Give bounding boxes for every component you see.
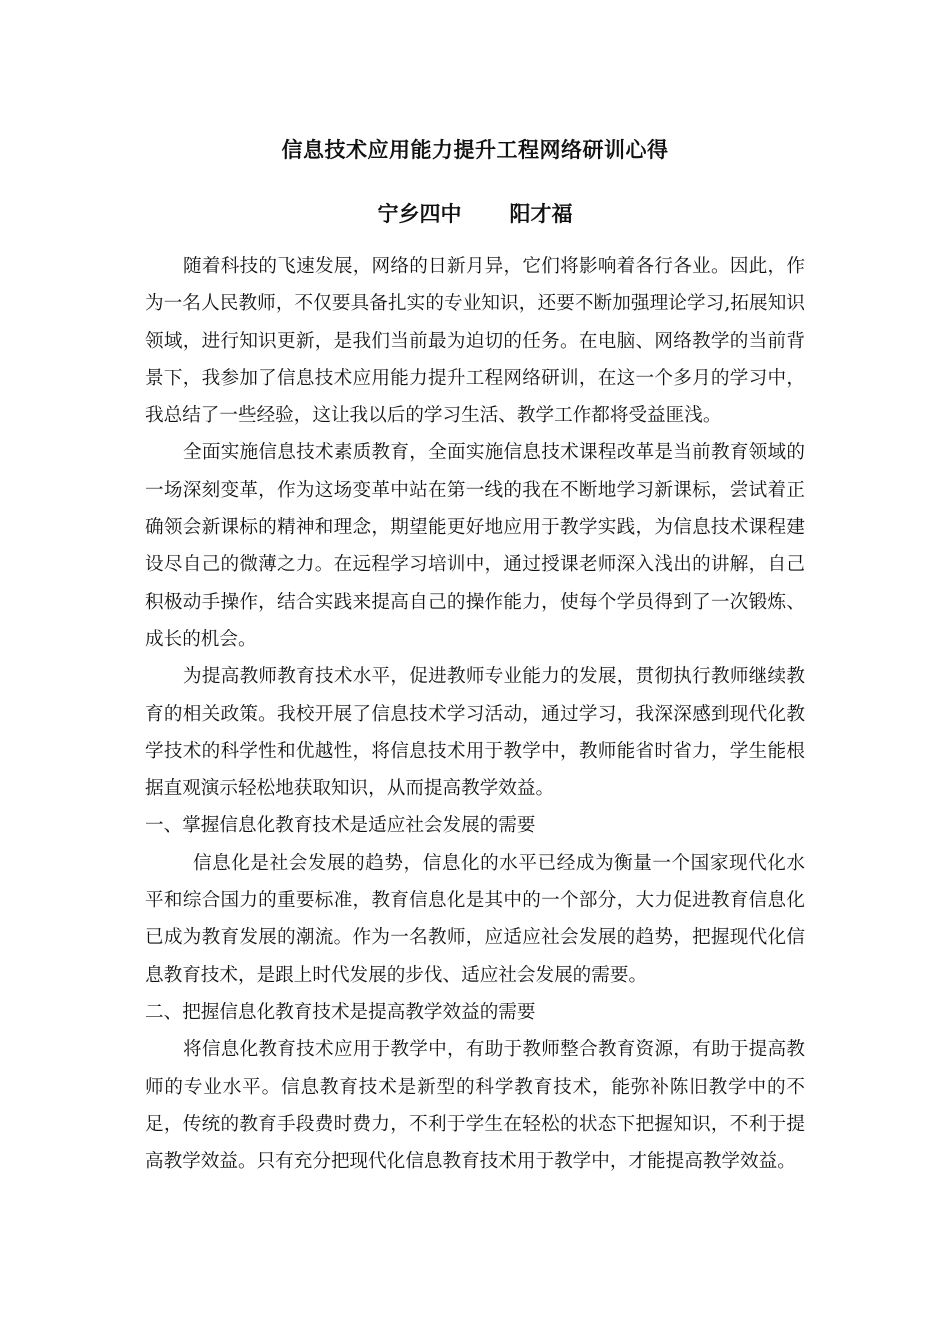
paragraph-intro: 随着科技的飞速发展，网络的日新月异，它们将影响着各行各业。因此，作为一名人民教师，不仅要具备扎实的专业知识，还要不断加强理论学习,拓展知识领域，进行知识更新，是我们当前最为迫切的任务。在电脑、网络教学的当前背景下，我参加了信息技术应用能力提升工程网络研训，在这一个多月的学习中，我总结了一些经验，这让我以后的学习生活、教学工作都将受益匪浅。: [145, 256, 805, 427]
author-name: 阳才福: [509, 202, 573, 226]
section-heading-2: 二、把握信息化教育技术是提高教学效益的需要: [145, 1001, 536, 1023]
section-paragraph-2: 将信息化教育技术应用于教学中，有助于教师整合教育资源，有助于提高教师的专业水平。信息教育技术是新型的科学教育技术，能弥补陈旧教学中的不足，传统的教育手段费时费力，不利于学生在轻松的状态下把握知识，不利于提高教学效益。只有充分把现代化信息教育技术用于教学中，才能提高教学效益。: [145, 1039, 805, 1173]
author-byline: [0, 198, 950, 228]
document-body: [145, 248, 805, 1180]
author-school: 宁乡四中: [377, 202, 462, 226]
document-title: 信息技术应用能力提升工程网络研训心得: [281, 138, 669, 162]
section-paragraph-1: 信息化是社会发展的趋势，信息化的水平已经成为衡量一个国家现代化水平和综合国力的重要标准，教育信息化是其中的一个部分，大力促进教育信息化已成为教育发展的潮流。作为一名教师，应适应社会发展的趋势，把握现代化信息教育技术，是跟上时代发展的步伐、适应社会发展的需要。: [145, 852, 805, 986]
section-heading-1: 一、掌握信息化教育技术是适应社会发展的需要: [145, 815, 536, 837]
paragraph-activity: 为提高教师教育技术水平，促进教师专业能力的发展，贯彻执行教师继续教育的相关政策。我校开展了信息技术学习活动，通过学习，我深深感到现代化教学技术的科学性和优越性，将信息技术用于教学中，教师能省时省力，学生能根据直观演示轻松地获取知识，从而提高教学效益。: [145, 666, 805, 800]
paragraph-reform: 全面实施信息技术素质教育，全面实施信息技术课程改革是当前教育领域的一场深刻变革，作为这场变革中站在第一线的我在不断地学习新课标，尝试着正确领会新课标的精神和理念，期望能更好地应用于教学实践，为信息技术课程建设尽自己的微薄之力。在远程学习培训中，通过授课老师深入浅出的讲解，自己积极动手操作，结合实践来提高自己的操作能力，使每个学员得到了一次锻炼、成长的机会。: [145, 442, 805, 650]
